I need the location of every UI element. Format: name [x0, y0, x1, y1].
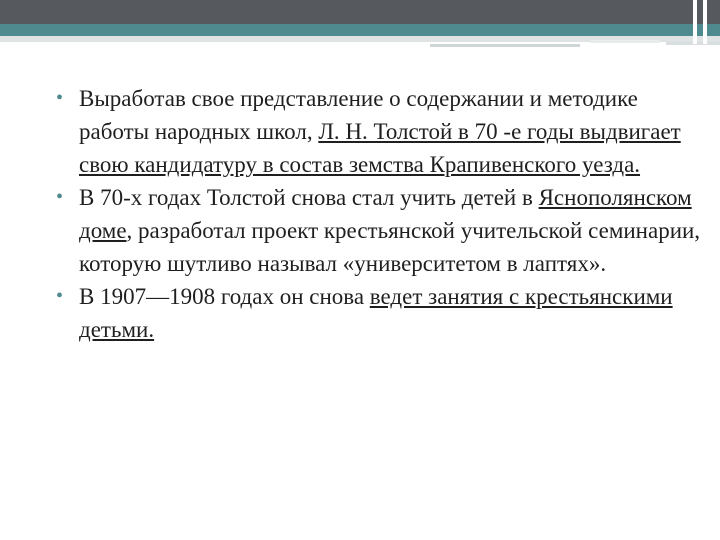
bullet-text: В 1907—1908 годах он снова	[79, 284, 370, 309]
bullet-list	[56, 82, 712, 346]
hyperlink-peasant-children-lessons[interactable]: ведет занятия с крестьянскими детьми.	[79, 284, 673, 342]
bullet-text: Выработав свое представление о содержании и методике работы народных школ,	[79, 86, 638, 144]
hyperlink-tolstoy-zemstvo[interactable]: Л. Н. Толстой в 70 -е годы выдвигает свою кандидатуру в состав земства Крапивенского уезда.	[79, 119, 681, 177]
accent-line	[590, 40, 660, 43]
bullet-item-1	[56, 82, 712, 181]
header-band-teal	[0, 24, 720, 36]
corner-decoration	[693, 0, 697, 44]
hyperlink-yasnaya-polyana-house[interactable]: Яснополянском доме	[79, 185, 692, 243]
accent-line	[430, 44, 580, 47]
corner-decoration	[703, 0, 707, 44]
bullet-text-tail: , разработал проект крестьянской учительской семинарии, которую шутливо называл «университетом в лаптях».	[79, 218, 701, 276]
bullet-item-3	[56, 280, 712, 346]
bullet-icon: •	[56, 87, 64, 109]
bullet-icon: •	[56, 186, 64, 208]
bullet-text: В 70-х годах Толстой снова стал учить детей в	[79, 185, 539, 210]
bullet-item-2	[56, 181, 712, 280]
header-band-dark	[0, 0, 720, 24]
bullet-icon: •	[56, 285, 64, 307]
